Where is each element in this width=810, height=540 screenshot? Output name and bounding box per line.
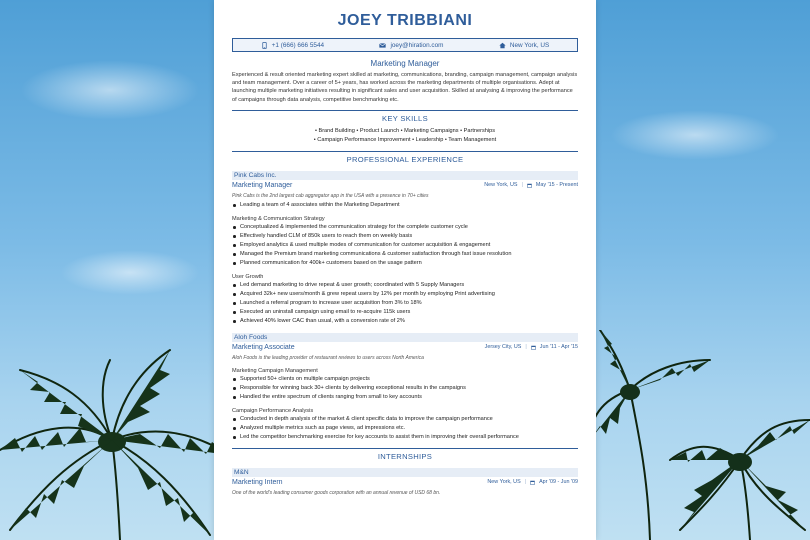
bullet-list	[232, 201, 578, 210]
bullet-item: Responsible for winning back 30+ clients by delivering exceptional results in the campaigns	[232, 384, 578, 393]
bullet-item: Acquired 32k+ new users/month & grew repeat users by 12% per month by employing Print advertising	[232, 290, 578, 299]
company-intro: Pink Cabs is the 2nd largest cab aggregator app in the USA with a presence in 70+ cities	[232, 192, 429, 199]
bullet-list	[232, 281, 578, 326]
section-title-internships: INTERNSHIPS	[232, 448, 578, 461]
bullet-item: Supported 50+ clients on multiple campaign projects	[232, 375, 578, 384]
group-label: Marketing Campaign Management	[232, 367, 318, 374]
job-location: New York, US	[484, 182, 518, 189]
bullet-item: Leading a team of 4 associates within the Marketing Department	[232, 201, 578, 210]
skills-list	[214, 127, 596, 145]
job-location: Jersey City, US	[484, 344, 522, 351]
job-meta	[485, 344, 578, 350]
headline: Marketing Manager	[370, 59, 440, 68]
resume-page	[214, 0, 596, 540]
envelope-icon	[379, 42, 386, 49]
job-title: Marketing Intern	[232, 478, 283, 486]
company-intro: One of the world's leading consumer goods corporation with an annual revenue of USD 68 bn.	[232, 489, 441, 496]
bullet-item: Led the competitor benchmarking exercise for key accounts to assist them in improving their overall performance	[232, 433, 578, 442]
contact-email	[379, 42, 443, 49]
job-dates: May '15 - Present	[535, 182, 578, 189]
group-label: User Growth	[232, 273, 264, 280]
bullet-item: Conceptualized & implemented the communication strategy for the complete customer cycle	[232, 223, 578, 232]
bullet-item: Effectively handled CLM of 850k users to reach them on weekly basis	[232, 232, 578, 241]
divider: |	[521, 182, 523, 189]
calendar-icon	[530, 480, 535, 485]
bullet-item: Analyzed multiple metrics such as page views, ad impressions etc.	[232, 424, 578, 433]
bullet-item: Conducted in depth analysis of the market & client specific data to improve the campaign performance	[232, 415, 578, 424]
bullet-item: Launched a referral program to increase user acquisition from 3% to 18%	[232, 299, 578, 308]
bullet-item: Executed an uninstall campaign using email to re-acquire 115k users	[232, 308, 578, 317]
company-name: M&N	[232, 468, 578, 477]
home-icon	[499, 42, 506, 49]
contact-location	[499, 42, 549, 49]
company-name: Pink Cabs Inc.	[232, 171, 578, 180]
contact-phone	[261, 42, 324, 49]
job-meta	[484, 182, 578, 188]
job-title: Marketing Manager	[232, 181, 293, 189]
role-row	[232, 479, 578, 486]
cloud	[610, 110, 780, 160]
bullet-item: Led demand marketing to drive repeat & user growth; coordinated with 5 Supply Managers	[232, 281, 578, 290]
group-label: Campaign Performance Analysis	[232, 407, 314, 414]
bullet-list	[232, 415, 578, 442]
job-meta	[487, 479, 578, 485]
palm-tree-left	[0, 330, 230, 540]
calendar-icon	[527, 183, 532, 188]
bullet-list	[232, 375, 578, 402]
phone-icon	[261, 42, 268, 49]
candidate-name: JOEY TRIBBIANI	[337, 12, 473, 29]
skills-line: • Campaign Performance Improvement • Leadership • Team Management	[313, 136, 497, 143]
role-row	[232, 182, 578, 189]
job-location: New York, US	[487, 479, 521, 486]
company-intro: Aloh Foods is the leading provider of restaurant reviews to users across North America	[232, 354, 424, 361]
bullet-item: Planned communication for 400k+ customers based on the usage pattern	[232, 259, 578, 268]
email-link[interactable]: joey@hiration.com	[390, 41, 444, 49]
section-title-key-skills: KEY SKILLS	[232, 110, 578, 123]
palm-tree-right	[590, 330, 810, 540]
bullet-item: Handled the entire spectrum of clients ranging from small to key accounts	[232, 393, 578, 402]
bullet-item: Achieved 40% lower CAC than usual, with a conversion rate of 2%	[232, 317, 578, 326]
contact-bar	[232, 38, 578, 52]
bullet-item: Managed the Premium brand marketing communications & customer satisfaction through fast issue resolution	[232, 250, 578, 259]
cloud	[60, 250, 200, 295]
phone-text: +1 (666) 666 5544	[271, 41, 325, 49]
job-dates: Apr '09 - Jun '09	[539, 479, 578, 486]
bullet-item: Employed analytics & used multiple modes of communication for customer acquisition & engagement	[232, 241, 578, 250]
calendar-icon	[531, 345, 536, 350]
skills-line: • Brand Building • Product Launch • Marketing Campaigns • Partnerships	[314, 127, 496, 134]
role-row	[232, 344, 578, 351]
job-dates: Jun '11 - Apr '15	[539, 344, 578, 351]
group-label: Marketing & Communication Strategy	[232, 215, 325, 222]
divider: |	[524, 479, 527, 486]
bullet-list	[232, 223, 578, 268]
location-text: New York, US	[509, 41, 550, 49]
job-title: Marketing Associate	[232, 343, 295, 351]
summary-text: Experienced & result oriented marketing expert skilled at marketing, communications, branding, campaign management, campaign analysis and team management. Over a career of 5+ years, has worked across the marketing departments of multiple organisations. Adept at launching multiple marketing initiatives resulting in significant sales and user acquisition. Skilled at analysing & improving the performance of campaigns through data analysis, competitive benchmarking etc.	[232, 72, 578, 103]
company-name: Aloh Foods	[232, 333, 578, 342]
divider: |	[525, 344, 527, 351]
section-title-experience: PROFESSIONAL EXPERIENCE	[232, 151, 578, 164]
cloud	[20, 60, 200, 120]
